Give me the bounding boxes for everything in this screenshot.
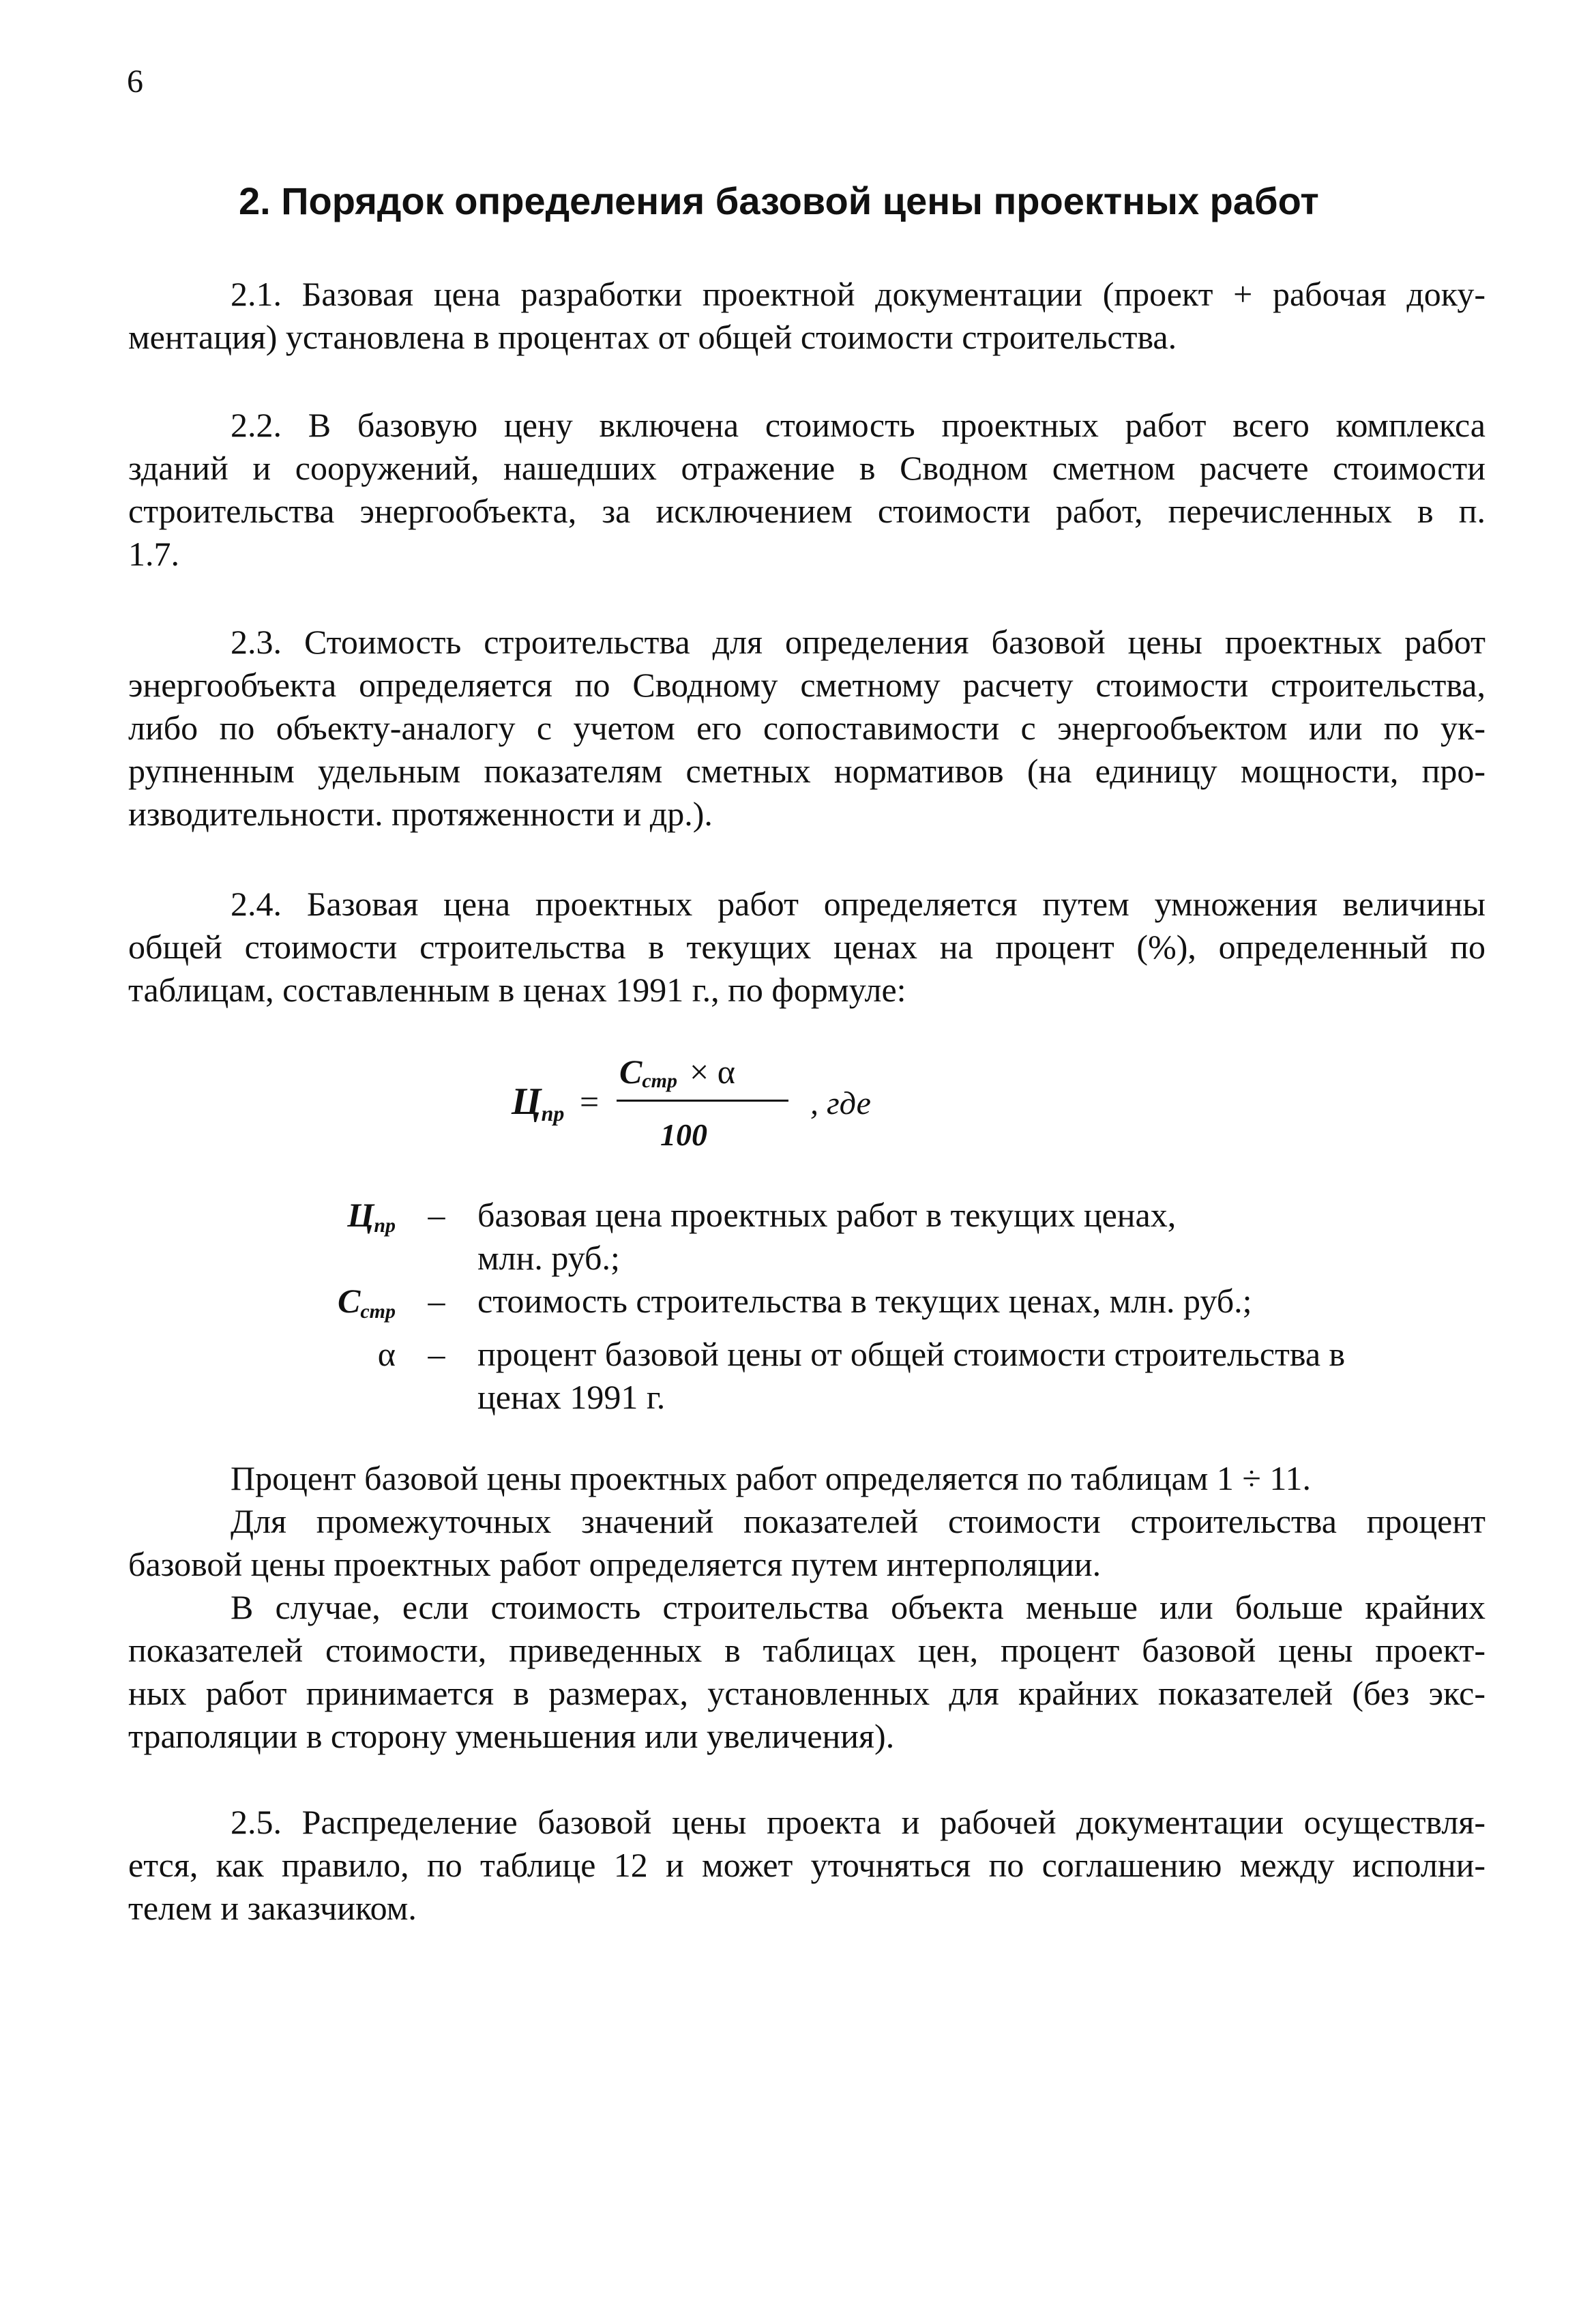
formula-lhs-subscript: пр [541,1101,565,1126]
formula-equals: = [580,1083,600,1121]
paragraph-2-4 [128,883,1486,1012]
paragraph-2-2 [128,404,1486,576]
paragraph-line: 2.2. В базовую цену включена стоимость проектных работ всего комплекса [231,406,1486,444]
definition-dash: – [428,1282,445,1320]
definition-symbol: $Ц_{пр}$ [347,1196,396,1237]
paragraph-line: рупненным удельным показателям сметных нормативов (на единицу мощности, про- [128,752,1486,790]
formula-times-alpha: × α [690,1053,735,1091]
paragraph-tables [128,1457,1486,1500]
paragraph-line: 2.1. Базовая цена разработки проектной документации (проект + рабочая доку- [231,275,1486,313]
paragraph-line: Процент базовой цены проектных работ определяется по таблицам 1 ÷ 11. [231,1459,1312,1497]
paragraph-line: ных работ принимается в размерах, установленных для крайних показателей (без экс- [128,1674,1486,1712]
paragraph-2-1 [128,273,1486,359]
paragraph-line: телем и заказчиком. [128,1889,417,1927]
definition-row [286,1333,1487,1419]
paragraph-line: ментация) установлена в процентах от общей стоимости строительства. [128,318,1177,356]
paragraph-line: 1.7. [128,535,179,573]
formula-lhs-symbol: Ц [512,1081,542,1123]
paragraph-interpolation [128,1500,1486,1586]
paragraph-line: энергообъекта определяется по Сводному сметному расчету стоимости строительства, [128,666,1486,704]
paragraph-line: строительства энергообъекта, за исключением стоимости работ, перечисленных в п. [128,492,1486,530]
paragraph-line: 2.5. Распределение базовой цены проекта и рабочей документации осуществля- [231,1803,1486,1841]
definition-text: процент базовой цены от общей стоимости строительства в ценах 1991 г. [477,1335,1346,1416]
paragraph-line: общей стоимости строительства в текущих ценах на процент (%), определенный по [128,928,1486,966]
formula-numerator [619,1050,735,1102]
definition-dash: – [428,1335,445,1373]
paragraph-line: 2.4. Базовая цена проектных работ определяется путем умножения величины [231,885,1486,923]
formula-num-subscript: стр [642,1070,678,1092]
formula-num-symbol: С [619,1053,642,1091]
paragraph-line: либо по объекту-аналогу с учетом его сопоставимости с энергообъектом или по ук- [128,709,1486,747]
formula-lhs [512,1081,564,1135]
price-formula [505,1050,928,1160]
paragraph-2-5 [128,1801,1486,1930]
formula-where: , где [810,1085,871,1121]
definition-text: базовая цена проектных работ в текущих ценах, млн. руб.; [477,1196,1177,1277]
paragraph-line: 2.3. Стоимость строительства для определения базовой цены проектных работ [231,623,1486,661]
paragraph-line: зданий и сооружений, нашедших отражение в Сводном сметном расчете стоимости [128,449,1486,487]
paragraph-line: изводительности. протяженности и др.). [128,795,713,833]
definition-text: стоимость строительства в текущих ценах, млн. руб.; [477,1282,1252,1320]
formula-denominator: 100 [660,1117,707,1152]
paragraph-line: показателей стоимости, приведенных в таблицах цен, процент базовой цены проект- [128,1631,1486,1669]
paragraph-line: Для промежуточных значений показателей стоимости строительства процент [231,1502,1486,1540]
paragraph-line: В случае, если стоимость строительства объекта меньше или больше крайних [231,1588,1486,1626]
paragraph-extreme-values [128,1586,1486,1758]
section-heading: 2. Порядок определения базовой цены проектных работ [239,179,1319,222]
definition-dash: – [428,1196,445,1234]
page-number: 6 [127,63,143,100]
definition-symbol: α [377,1335,396,1373]
fraction-bar [617,1100,788,1102]
definition-symbol: $С_{стр}$ [337,1282,396,1323]
definition-row [286,1194,1487,1280]
definition-row [286,1280,1487,1333]
symbol-definitions [286,1194,1487,1419]
paragraph-2-3 [128,621,1486,836]
paragraph-line: траполяции в сторону уменьшения или увеличения). [128,1717,895,1755]
paragraph-line: ется, как правило, по таблице 12 и может уточняться по соглашению между исполни- [128,1846,1486,1884]
paragraph-line: таблицам, составленным в ценах 1991 г., по формуле: [128,971,906,1009]
paragraph-line: базовой цены проектных работ определяется путем интерполяции. [128,1545,1102,1583]
